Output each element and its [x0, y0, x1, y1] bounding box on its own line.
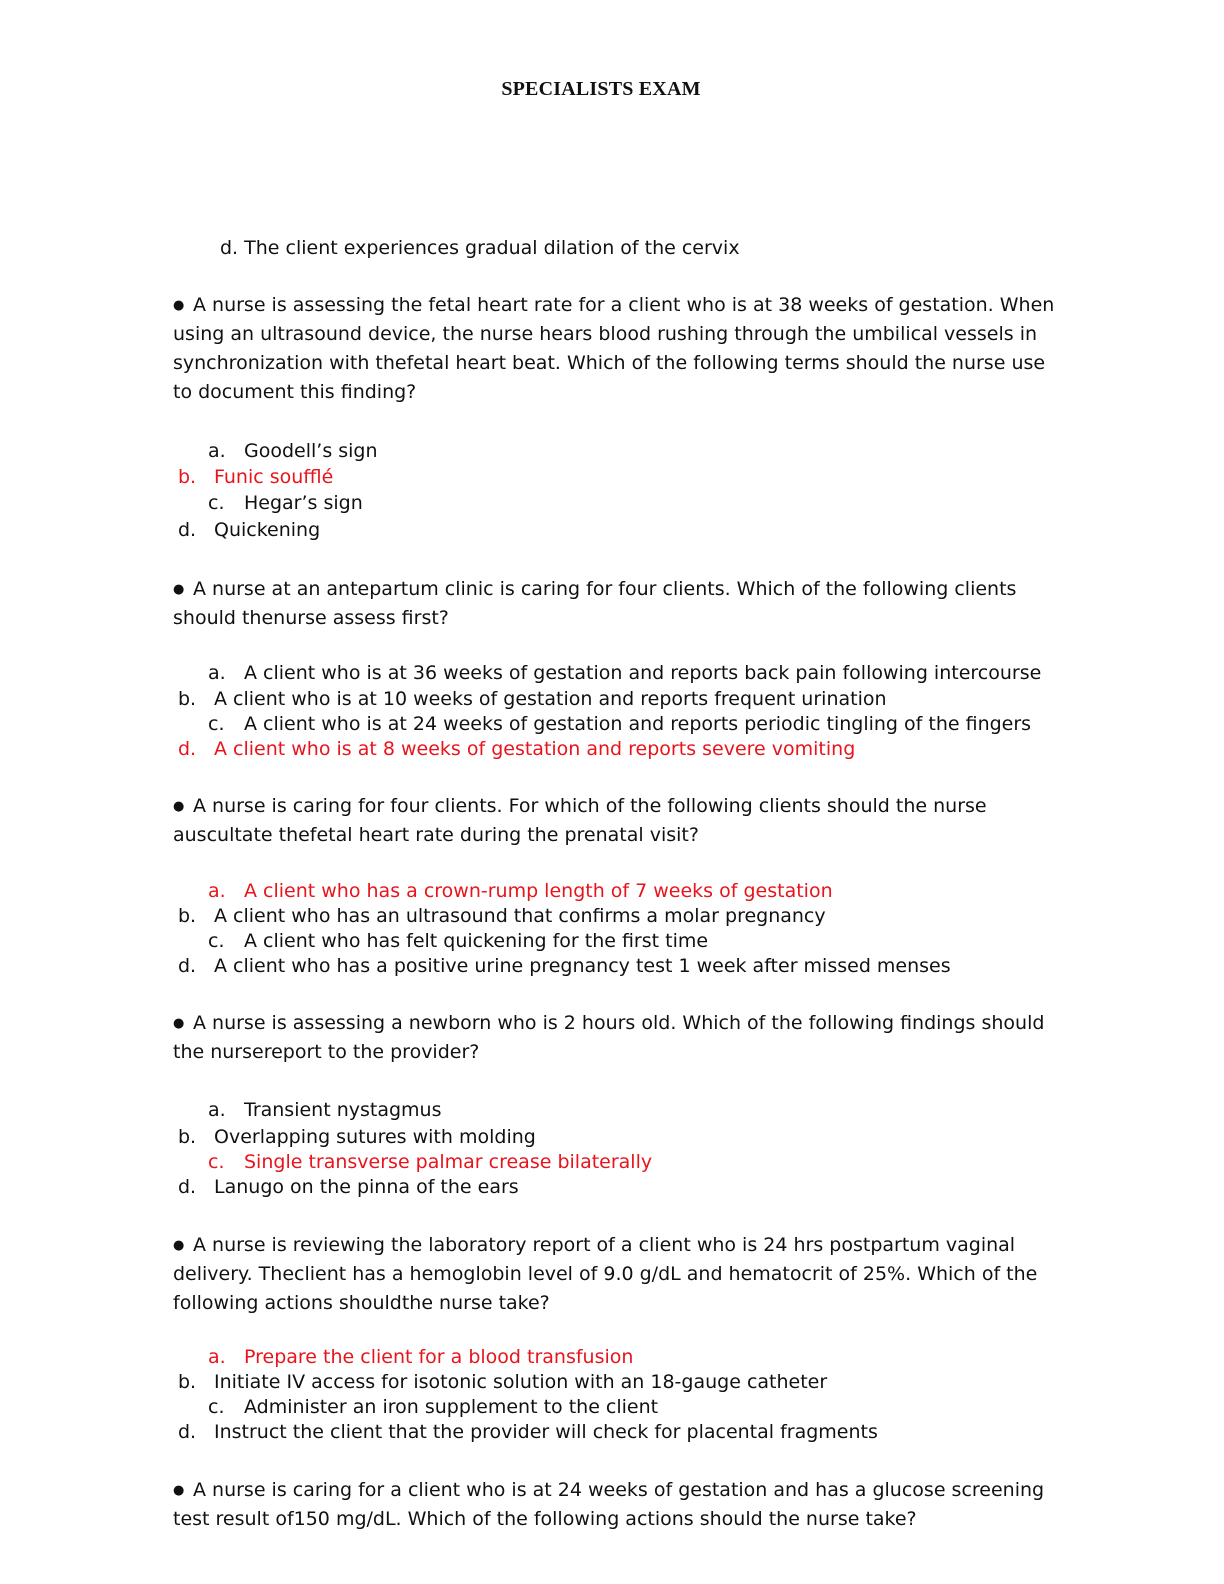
option-a: a. Goodell’s sign — [208, 440, 378, 462]
option-b-correct: b. Funic soufflé — [178, 466, 334, 488]
bullet-icon: ● — [173, 1483, 185, 1498]
option-c: c. Hegar’s sign — [208, 492, 363, 514]
page-title: SPECIALISTS EXAM — [501, 78, 701, 100]
bullet-icon: ● — [173, 1238, 185, 1253]
question-stem: ● A nurse is assessing a newborn who is 2 hours old. Which of the following findings should the nursereport to the provider? — [173, 1009, 1065, 1067]
option-b: b. A client who has an ultrasound that confirms a molar pregnancy — [178, 905, 826, 927]
option-a: a. A client who is at 36 weeks of gestation and reports back pain following intercourse — [208, 662, 1042, 684]
question-stem: ● A nurse is assessing the fetal heart rate for a client who is at 38 weeks of gestation. When using an ultrasound device, the nurse hears blood rushing through the umbilical vessels in synchronization with thefetal heart beat. Which of the following terms should the nurse use to document this finding? — [173, 291, 1065, 407]
option-b: b. A client who is at 10 weeks of gestation and reports frequent urination — [178, 688, 887, 710]
question-stem: ● A nurse is caring for four clients. For which of the following clients should the nurse auscultate thefetal heart rate during the prenatal visit? — [173, 792, 1065, 850]
bullet-icon: ● — [173, 298, 185, 313]
option-d-correct: d. A client who is at 8 weeks of gestation and reports severe vomiting — [178, 738, 856, 760]
bullet-icon: ● — [173, 1016, 185, 1031]
question-stem: ● A nurse is caring for a client who is at 24 weeks of gestation and has a glucose screening test result of150 mg/dL. Which of the following actions should the nurse take? — [173, 1476, 1065, 1534]
question-stem: ● A nurse at an antepartum clinic is caring for four clients. Which of the following clients should thenurse assess first? — [173, 575, 1065, 633]
option-c: c. A client who is at 24 weeks of gestation and reports periodic tingling of the fingers — [208, 713, 1032, 735]
option-letter: d. — [220, 237, 239, 259]
option-text: The client experiences gradual dilation of the cervix — [244, 237, 740, 259]
option-d: d. Lanugo on the pinna of the ears — [178, 1176, 519, 1198]
option-d: d. Instruct the client that the provider will check for placental fragments — [178, 1421, 878, 1443]
option-b: b. Overlapping sutures with molding — [178, 1126, 536, 1148]
option-b: b. Initiate IV access for isotonic solution with an 18-gauge catheter — [178, 1371, 828, 1393]
option-c-correct: c. Single transverse palmar crease bilaterally — [208, 1151, 653, 1173]
option-a: a. Transient nystagmus — [208, 1099, 442, 1121]
option-d: d. A client who has a positive urine pregnancy test 1 week after missed menses — [178, 955, 951, 977]
option-a-correct: a. A client who has a crown-rump length of 7 weeks of gestation — [208, 880, 833, 902]
carryover-option — [220, 234, 740, 263]
question-stem: ● A nurse is reviewing the laboratory report of a client who is 24 hrs postpartum vaginal delivery. Theclient has a hemoglobin level of 9.0 g/dL and hematocrit of 25%. Which of the following actions shouldthe nurse take? — [173, 1231, 1065, 1318]
option-d: d. Quickening — [178, 519, 321, 541]
option-a-correct: a. Prepare the client for a blood transfusion — [208, 1346, 634, 1368]
option-c: c. Administer an iron supplement to the client — [208, 1396, 659, 1418]
bullet-icon: ● — [173, 582, 185, 597]
option-c: c. A client who has felt quickening for the first time — [208, 930, 709, 952]
bullet-icon: ● — [173, 799, 185, 814]
